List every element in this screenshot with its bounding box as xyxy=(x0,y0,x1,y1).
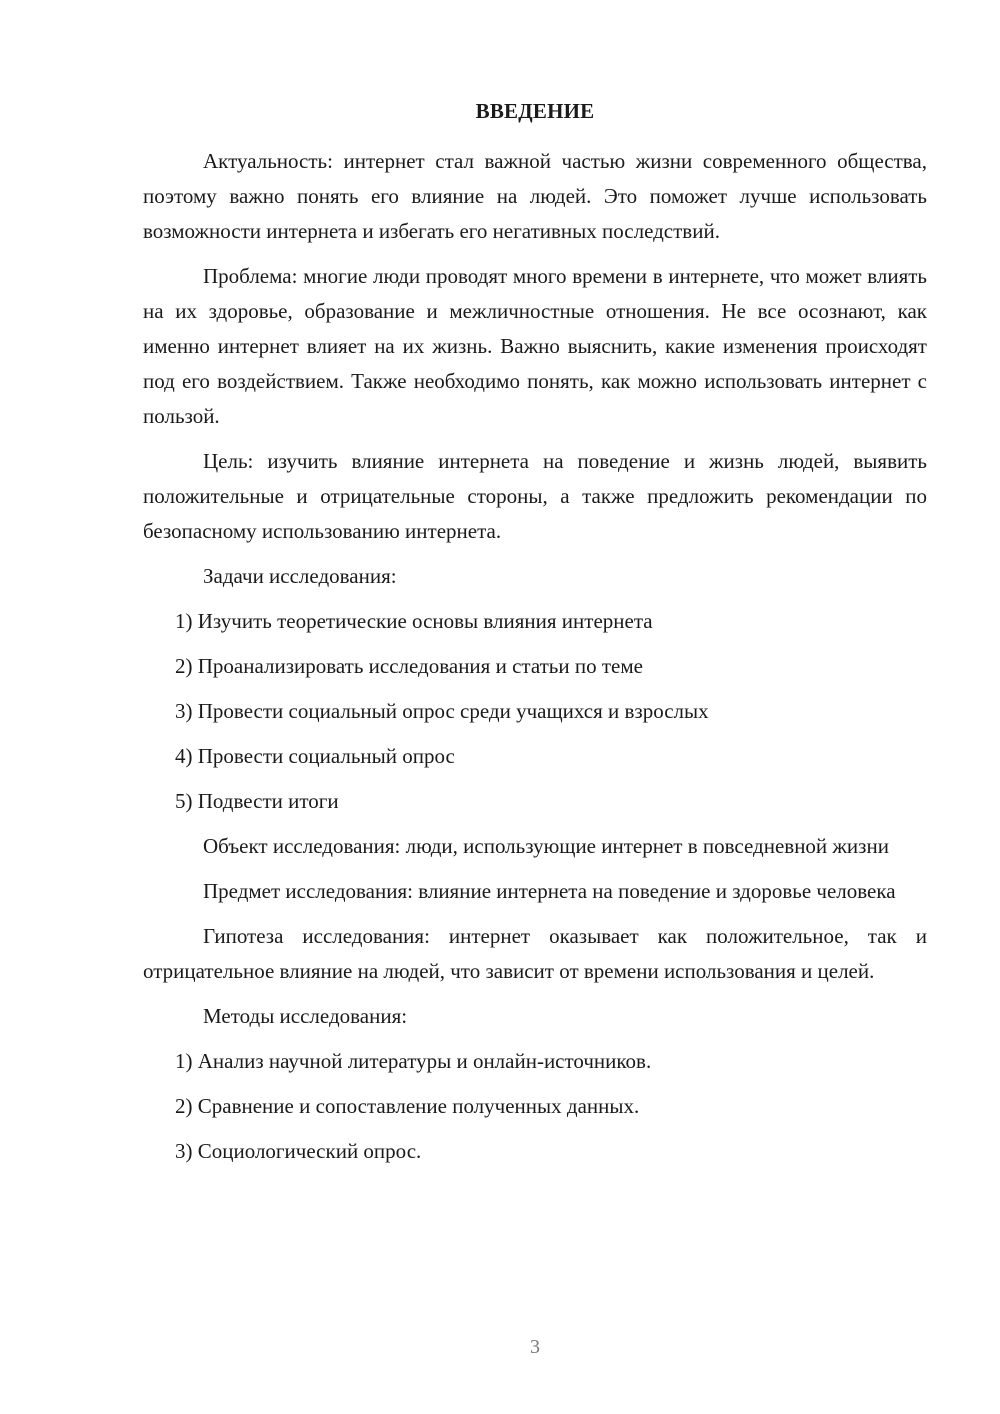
task-item: 3) Провести социальный опрос среди учащихся и взрослых xyxy=(175,699,709,723)
subject-paragraph: Предмет исследования: влияние интернета на поведение и здоровье человека xyxy=(203,879,896,903)
methods-heading: Методы исследования: xyxy=(203,1004,408,1028)
tasks-heading: Задачи исследования: xyxy=(203,564,397,588)
method-item: 2) Сравнение и сопоставление полученных данных. xyxy=(175,1094,640,1118)
object-paragraph: Объект исследования: люди, использующие интернет в повседневной жизни xyxy=(203,834,889,858)
goal-paragraph: Цель: изучить влияние интернета на поведение и жизнь людей, выявить положительные и отрицательные стороны, а также предложить рекомендации по безопасному использованию интернета. xyxy=(143,449,927,543)
page-content xyxy=(143,96,927,1179)
tasks-list xyxy=(143,604,927,819)
task-item: 4) Провести социальный опрос xyxy=(175,744,455,768)
relevance-paragraph: Актуальность: интернет стал важной частью жизни современного общества, поэтому важно понять его влияние на людей. Это поможет лучше использовать возможности интернета и избегать его негативных последствий. xyxy=(143,149,927,243)
task-item: 2) Проанализировать исследования и статьи по теме xyxy=(175,654,643,678)
methods-list xyxy=(143,1044,927,1169)
page-number: 3 xyxy=(530,1336,540,1358)
task-item: 5) Подвести итоги xyxy=(175,789,339,813)
task-item: 1) Изучить теоретические основы влияния интернета xyxy=(175,609,653,633)
method-item: 1) Анализ научной литературы и онлайн-источников. xyxy=(175,1049,652,1073)
method-item: 3) Социологический опрос. xyxy=(175,1139,422,1163)
problem-paragraph: Проблема: многие люди проводят много времени в интернете, что может влиять на их здоровье, образование и межличностные отношения. Не все осознают, как именно интернет влияет на их жизнь. Важно выяснить, какие изменения происходят под его воздействием. Также необходимо понять, как можно использовать интернет с пользой. xyxy=(143,264,927,428)
section-title: ВВЕДЕНИЕ xyxy=(475,99,595,123)
hypothesis-paragraph: Гипотеза исследования: интернет оказывает как положительное, так и отрицательное влияние на людей, что зависит от времени использования и целей. xyxy=(143,924,927,983)
